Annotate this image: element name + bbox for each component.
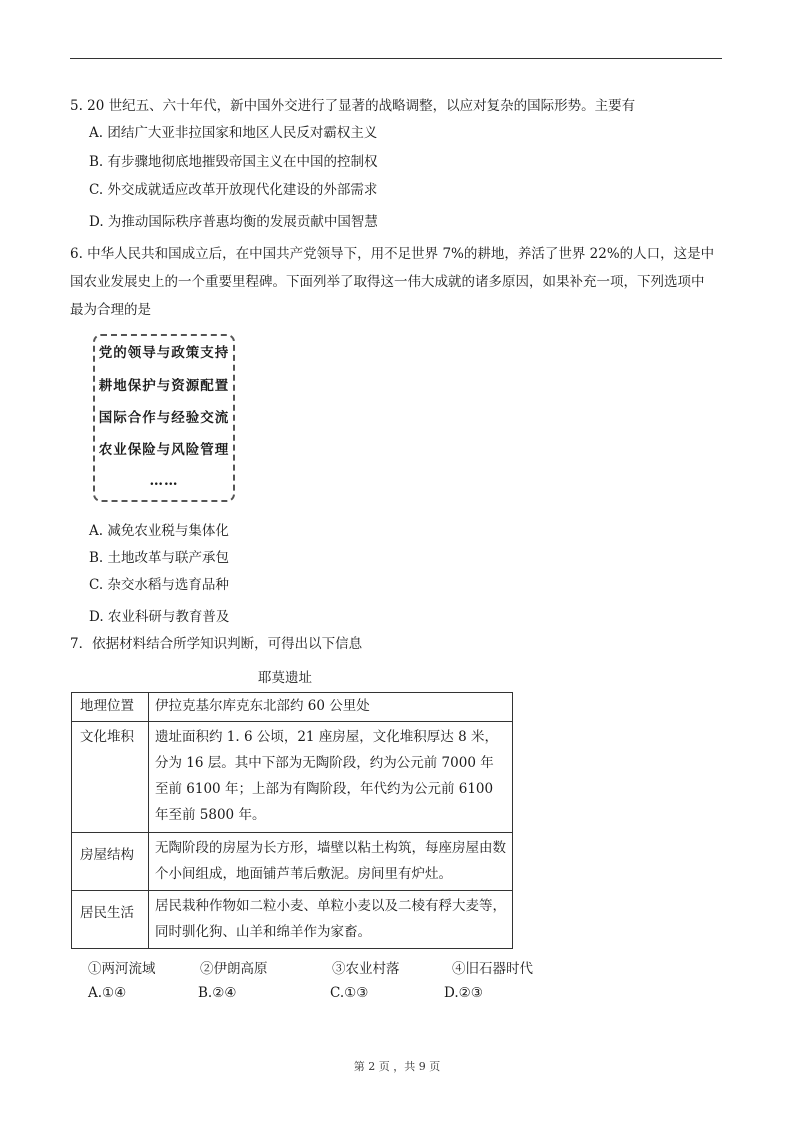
page-footer: 第 2 页 ，共 9 页: [353, 1060, 441, 1073]
header-rule: [70, 58, 722, 59]
q6-option-b: B. 土地改革与联产承包: [89, 550, 230, 566]
q6-stem-line-1: 6. 中华人民共和国成立后，在中国共产党领导下，用不足世界 7%的耕地，养活了世界 22%的人口，这是中: [70, 246, 715, 262]
box-item-ellipsis: ……: [149, 473, 179, 489]
q7-table-title: 耶莫遗址: [258, 670, 312, 686]
q5-stem: 5. 20 世纪五、六十年代，新中国外交进行了显著的战略调整，以应对复杂的国际形势。主要有: [70, 98, 636, 114]
box-item-3: 国际合作与经验交流: [98, 410, 230, 426]
yemo-site-table: [71, 692, 513, 949]
row-value: 无陶阶段的房屋为长方形，墙壁以粘土构筑，每座房屋由数个小间组成，地面铺芦苇后敷泥。房间里有炉灶。: [149, 833, 513, 891]
q6-option-c: C. 杂交水稻与选育品种: [89, 577, 229, 593]
row-key: 居民生活: [72, 891, 149, 949]
row-key: 文化堆积: [72, 722, 149, 833]
q7-answer-c: C.①③: [330, 985, 369, 1001]
box-item-1: 党的领导与政策支持: [98, 345, 230, 361]
q7-item-1: ①两河流域: [88, 961, 156, 977]
q7-answer-b: B.②④: [198, 985, 237, 1001]
table-row: [72, 722, 513, 833]
q6-stem-line-2: 国农业发展史上的一个重要里程碑。下面列举了取得这一伟大成就的诸多原因，如果补充一项，下列选项中: [70, 274, 705, 290]
q5-option-a: A. 团结广大亚非拉国家和地区人民反对霸权主义: [89, 125, 378, 141]
q5-option-d: D. 为推动国际秩序普惠均衡的发展贡献中国智慧: [89, 214, 378, 230]
table-row: [72, 693, 513, 722]
q6-stem-line-3: 最为合理的是: [70, 302, 151, 318]
q5-option-b: B. 有步骤地彻底地摧毁帝国主义在中国的控制权: [89, 154, 378, 170]
q6-reasons-box: [93, 334, 235, 502]
table-row: [72, 891, 513, 949]
q7-item-2: ②伊朗高原: [200, 961, 268, 977]
row-value: 伊拉克基尔库克东北部约 60 公里处: [149, 693, 513, 722]
table-row: [72, 833, 513, 891]
box-item-4: 农业保险与风险管理: [98, 442, 230, 458]
q7-item-3: ③农业村落: [332, 961, 400, 977]
q7-stem: 7．依据材料结合所学知识判断，可得出以下信息: [70, 636, 363, 652]
q7-answer-a: A.①④: [88, 985, 127, 1001]
q7-item-4: ④旧石器时代: [452, 961, 533, 977]
q7-answer-d: D.②③: [444, 985, 483, 1001]
row-key: 房屋结构: [72, 833, 149, 891]
row-value: 居民栽种作物如二粒小麦、单粒小麦以及二棱有稃大麦等，同时驯化狗、山羊和绵羊作为家畜。: [149, 891, 513, 949]
row-value: 遗址面积约 1. 6 公顷，21 座房屋，文化堆积厚达 8 米，分为 16 层。其中下部为无陶阶段，约为公元前 7000 年至前 6100 年；上部为有陶阶段，年代约为公元前 6100 年至前 5800 年。: [149, 722, 513, 833]
row-key: 地理位置: [72, 693, 149, 722]
q6-option-a: A. 减免农业税与集体化: [89, 523, 229, 539]
q6-option-d: D. 农业科研与教育普及: [89, 609, 230, 625]
q5-option-c: C. 外交成就适应改革开放现代化建设的外部需求: [89, 182, 378, 198]
box-item-2: 耕地保护与资源配置: [98, 378, 230, 394]
